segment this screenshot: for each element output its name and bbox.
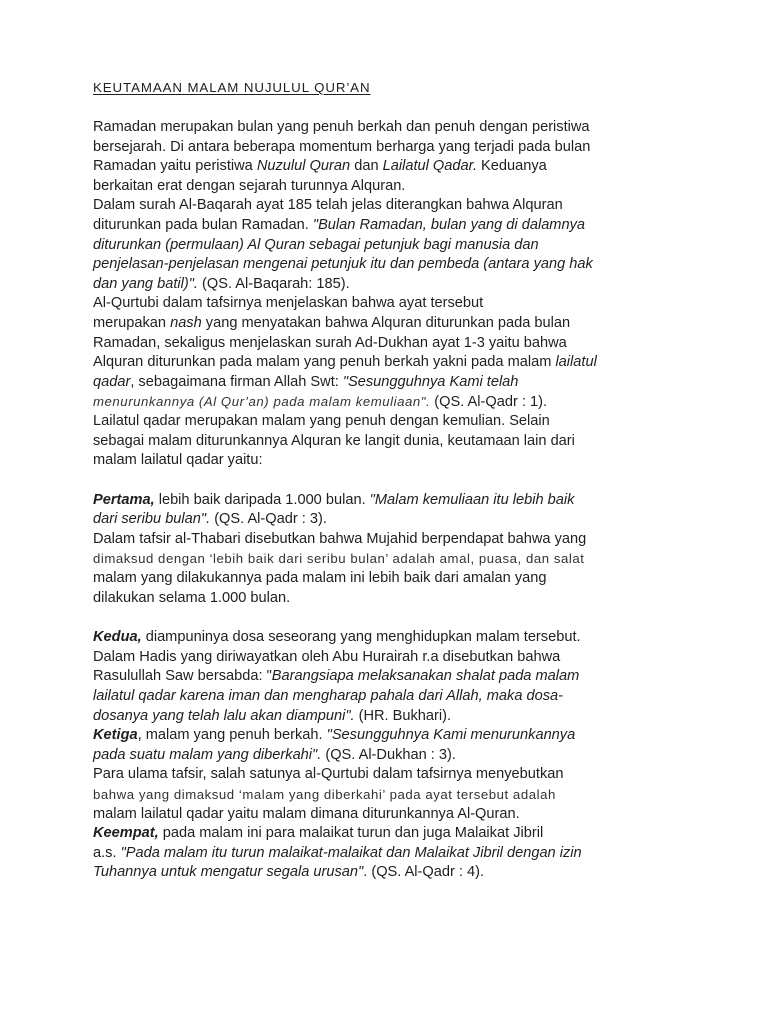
text-line <box>93 236 693 256</box>
point-heading: Pertama, <box>93 491 155 508</box>
text-line: dosanya yang telah lalu akan diampuni". (HR. Bukhari). <box>93 707 452 724</box>
text-line: menurunkannya (Al Qur’an) pada malam kemuliaan". (QS. Al-Qadr : 1). <box>93 394 548 411</box>
quran-quote: Tuhannya untuk mengatur segala urusan" <box>93 864 364 881</box>
text-line: dilakukan selama 1.000 bulan. <box>93 589 291 606</box>
text-line: Kedua, diampuninya dosa seseorang yang menghidupkan malam tersebut. <box>93 629 581 646</box>
text-line: Dalam Hadis yang diriwayatkan oleh Abu Hurairah r.a disebutkan bahwa <box>93 648 561 665</box>
text-line: Pertama, lebih baik daripada 1.000 bulan. "Malam kemuliaan itu lebih baik <box>93 491 575 508</box>
intro-paragraph <box>93 118 693 471</box>
text-line: Ramadan, sekaligus menjelaskan surah Ad-Dukhan ayat 1-3 yaitu bahwa <box>93 334 567 351</box>
paragraph-gap <box>93 98 693 118</box>
text-line: a.s. "Pada malam itu turun malaikat-malaikat dan Malaikat Jibril dengan izin <box>93 844 582 861</box>
text-line: bahwa yang dimaksud ‘malam yang diberkahi’ pada ayat tersebut adalah <box>93 787 556 802</box>
text-line: pada suatu malam yang diberkahi". (QS. Al-Dukhan : 3). <box>93 746 456 763</box>
point-heading: Ketiga <box>93 727 138 744</box>
text-line: dan yang batil)". (QS. Al-Baqarah: 185). <box>93 275 350 292</box>
text-line: malam lailatul qadar yaitu: <box>93 452 263 469</box>
quran-quote: "Sesungguhnya Kami menurunkannya <box>326 727 576 744</box>
hadith-quote: lailatul qadar karena iman dan mengharap pahala dari Allah, maka dosa- <box>93 688 563 705</box>
quran-quote: diturunkan (permulaan) Al Quran sebagai petunjuk bagi manusia dan <box>93 236 539 253</box>
italic-term: lailatul <box>555 354 597 371</box>
text-line: Dalam tafsir al-Thabari disebutkan bahwa Mujahid berpendapat bahwa yang <box>93 530 587 547</box>
quran-quote: "Malam kemuliaan itu lebih baik <box>369 491 575 508</box>
text-line: Rasulullah Saw bersabda: "Barangsiapa melaksanakan shalat pada malam <box>93 668 580 685</box>
paragraph-gap <box>93 608 693 628</box>
kedua-paragraph <box>93 628 693 726</box>
point-heading: Keempat, <box>93 825 159 842</box>
text-line: Lailatul qadar merupakan malam yang penuh dengan kemulian. Selain <box>93 412 550 429</box>
hadith-quote: Barangsiapa melaksanakan shalat pada malam <box>271 668 580 685</box>
pertama-paragraph <box>93 491 693 609</box>
keempat-paragraph <box>93 824 693 883</box>
quran-quote: menurunkannya (Al Qur’an) pada malam kemuliaan". <box>93 394 431 410</box>
italic-term: qadar <box>93 373 131 390</box>
text-line: diturunkan pada bulan Ramadan. "Bulan Ramadan, bulan yang di dalamnya <box>93 216 585 233</box>
quran-quote: dari seribu bulan". <box>93 511 211 528</box>
text-line <box>93 255 693 275</box>
text-line: Al-Qurtubi dalam tafsirnya menjelaskan bahwa ayat tersebut <box>93 295 484 312</box>
document-title: KEUTAMAAN MALAM NUJULUL QUR’AN <box>93 80 371 95</box>
text-line: Ramadan merupakan bulan yang penuh berkah dan penuh dengan peristiwa <box>93 119 590 135</box>
text-line: dimaksud dengan ‘lebih baik dari seribu bulan’ adalah amal, puasa, dan salat <box>93 551 585 567</box>
quran-quote: "Pada malam itu turun malaikat-malaikat dan Malaikat Jibril dengan izin <box>120 844 582 861</box>
quran-quote: "Bulan Ramadan, bulan yang di dalamnya <box>312 216 585 233</box>
text-line: merupakan nash yang menyatakan bahwa Alquran diturunkan pada bulan <box>93 314 571 331</box>
document-page <box>93 78 693 883</box>
quran-quote: dan yang batil)". <box>93 275 198 292</box>
ketiga-paragraph <box>93 726 693 824</box>
text-line: bersejarah. Di antara beberapa momentum berharga yang terjadi pada bulan <box>93 138 591 155</box>
text-line: malam lailatul qadar yaitu malam dimana diturunkannya Al-Quran. <box>93 805 520 822</box>
text-line <box>93 687 693 707</box>
text-line: qadar, sebagaimana firman Allah Swt: "Sesungguhnya Kami telah <box>93 373 519 390</box>
italic-term: Lailatul Qadar. <box>382 158 477 175</box>
quran-quote: "Sesungguhnya Kami telah <box>342 373 519 390</box>
text-line: Alquran diturunkan pada malam yang penuh berkah yakni pada malam lailatul <box>93 354 597 371</box>
italic-term: nash <box>170 314 202 331</box>
text-line: Tuhannya untuk mengatur segala urusan". (QS. Al-Qadr : 4). <box>93 864 485 881</box>
quran-quote: pada suatu malam yang diberkahi". <box>93 746 322 763</box>
text-line: Keempat, pada malam ini para malaikat turun dan juga Malaikat Jibril <box>93 825 544 842</box>
text-line: Para ulama tafsir, salah satunya al-Qurtubi dalam tafsirnya menyebutkan <box>93 766 564 783</box>
text-line: malam yang dilakukannya pada malam ini lebih baik dari amalan yang <box>93 570 547 587</box>
point-heading: Kedua, <box>93 629 142 646</box>
text-line: Ketiga, malam yang penuh berkah. "Sesungguhnya Kami menurunkannya <box>93 727 576 744</box>
text-line: sebagai malam diturunkannya Alquran ke langit dunia, keutamaan lain dari <box>93 432 575 449</box>
text-line: berkaitan erat dengan sejarah turunnya Alquran. <box>93 177 406 194</box>
text-line: Ramadan yaitu peristiwa Nuzulul Quran dan Lailatul Qadar. Keduanya <box>93 158 547 175</box>
paragraph-gap <box>93 471 693 491</box>
italic-term: Nuzulul Quran <box>256 158 351 175</box>
text-line: Dalam surah Al-Baqarah ayat 185 telah jelas diterangkan bahwa Alquran <box>93 197 563 214</box>
quran-quote: penjelasan-penjelasan mengenai petunjuk itu dan pembeda (antara yang hak <box>93 256 593 273</box>
text-line: dari seribu bulan". (QS. Al-Qadr : 3). <box>93 511 327 528</box>
hadith-quote: dosanya yang telah lalu akan diampuni". <box>93 707 355 724</box>
